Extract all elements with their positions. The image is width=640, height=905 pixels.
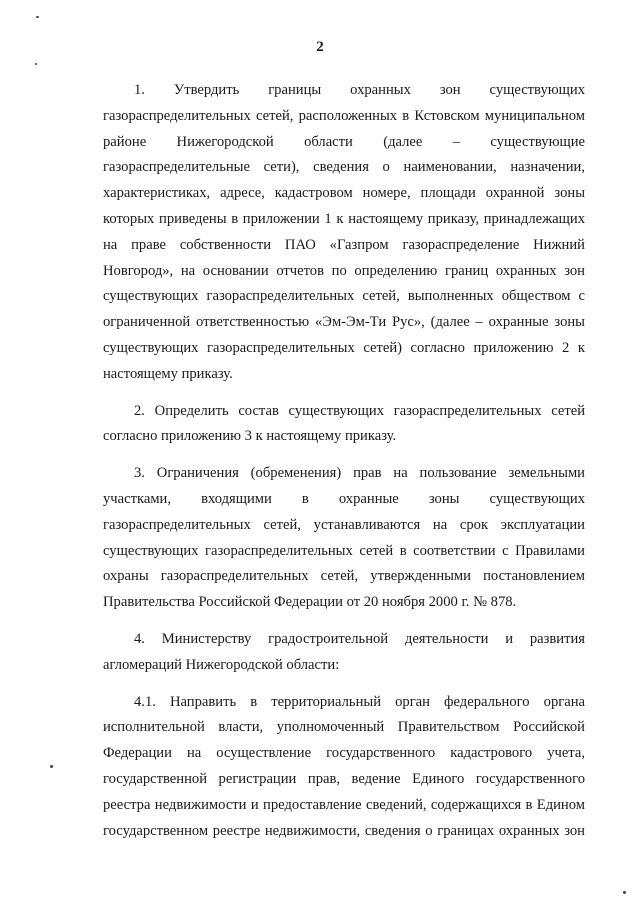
text-line: 4.1. Направить в территориальный орган федерального органа — [134, 693, 585, 710]
paragraph — [103, 461, 585, 616]
text-line: участками, входящими в охранные зоны существующих — [103, 490, 585, 507]
text-line: государственной регистрации прав, ведение Единого государственного — [103, 770, 585, 787]
text-line: 1. Утвердить границы охранных зон существующих — [134, 82, 585, 98]
text-line: газораспределительных сетей, устанавливаются на срок эксплуатации — [103, 516, 585, 533]
text-line: реестра недвижимости и предоставление сведений, содержащихся в Едином — [103, 796, 585, 813]
text-line: настоящему приказу. — [103, 365, 233, 382]
scan-speck — [50, 765, 53, 768]
scan-speck — [35, 63, 37, 65]
text-line: 3. Ограничения (обременения) прав на пользование земельными — [134, 465, 585, 482]
text-line: существующих газораспределительных сетей, выполненных обществом с — [103, 288, 585, 305]
text-line: агломераций Нижегородской области: — [103, 656, 340, 673]
text-line: согласно приложению 3 к настоящему приказу. — [103, 428, 397, 445]
document-body — [103, 78, 585, 855]
text-line: существующих газораспределительных сетей) согласно приложению 2 к — [103, 339, 585, 356]
text-line: которых приведены в приложении 1 к настоящему приказу, принадлежащих — [103, 210, 585, 227]
paragraph — [103, 78, 585, 388]
text-line: Новгород», на основании отчетов по определению границ охранных зон — [103, 262, 585, 279]
text-line: газораспределительные сети), сведения о наименовании, назначении, — [103, 159, 585, 176]
text-line: охраны газораспределительных сетей, утвержденными постановлением — [103, 568, 585, 585]
paragraph — [103, 690, 585, 845]
text-line: исполнительной власти, уполномоченный Правительством Российской — [103, 719, 585, 736]
text-line: государственном реестре недвижимости, сведения о границах охранных зон — [103, 822, 585, 839]
text-line: газораспределительных сетей, расположенных в Кстовском муниципальном — [103, 107, 585, 124]
paragraph — [103, 627, 585, 679]
scan-speck — [623, 891, 626, 894]
text-line: районе Нижегородской области (далее – существующие — [103, 133, 585, 150]
text-line: 4. Министерству градостроительной деятельности и развития — [134, 630, 585, 647]
text-line: существующих газораспределительных сетей в соответствии с Правилами — [103, 542, 585, 559]
text-line: ограниченной ответственностью «Эм-Эм-Ти Рус», (далее – охранные зоны — [103, 314, 585, 331]
text-line: Правительства Российской Федерации от 20 ноября 2000 г. № 878. — [103, 594, 517, 611]
text-line: 2. Определить состав существующих газораспределительных сетей — [134, 402, 585, 419]
scan-speck — [36, 16, 39, 18]
page-number: 2 — [316, 39, 324, 55]
paragraph — [103, 399, 585, 451]
text-line: на праве собственности ПАО «Газпром газораспределение Нижний — [103, 236, 585, 253]
text-line: характеристиках, адресе, кадастровом номере, площади охранной зоны — [103, 185, 585, 202]
text-line: Федерации на осуществление государственного кадастрового учета, — [103, 745, 585, 762]
